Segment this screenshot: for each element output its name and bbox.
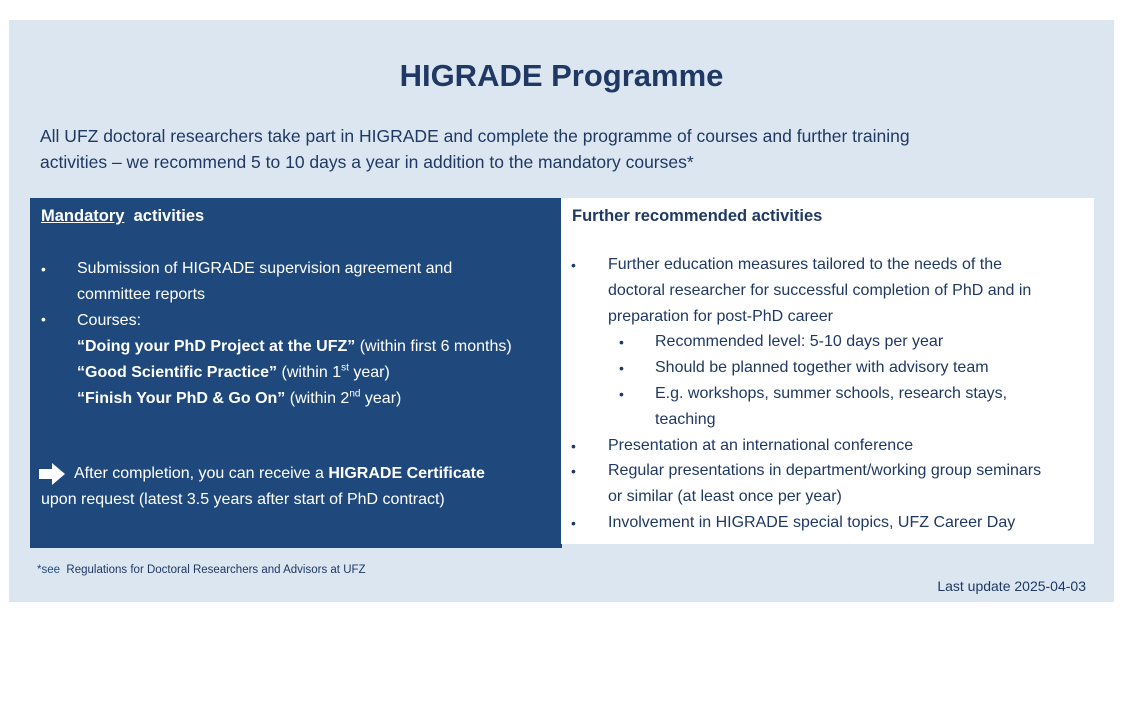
intro-line-1: All UFZ doctoral researchers take part in HIGRADE and complete the programme of courses and further training xyxy=(40,126,910,146)
course-timing-end: year) xyxy=(353,364,390,381)
course-row xyxy=(77,360,390,386)
recommended-subitem-line: E.g. workshops, summer schools, research stays, xyxy=(655,385,1008,402)
bullet-icon: • xyxy=(41,261,46,277)
recommended-item-line: Involvement in HIGRADE special topics, UFZ Career Day xyxy=(608,514,1016,531)
course-timing-sup: nd xyxy=(349,388,361,400)
recommended-subitem-line: Recommended level: 5-10 days per year xyxy=(655,333,944,350)
mandatory-heading-rest: activities xyxy=(133,207,205,225)
recommended-item-line: preparation for post-PhD career xyxy=(608,308,833,325)
recommended-item-line: or similar (at least once per year) xyxy=(608,488,842,505)
bullet-icon: • xyxy=(571,515,576,531)
course-timing: (within 1 xyxy=(281,364,342,381)
intro-line-2: activities – we recommend 5 to 10 days a year in addition to the mandatory courses* xyxy=(40,152,694,172)
last-update: Last update 2025-04-03 xyxy=(937,578,1086,594)
mandatory-activities-panel xyxy=(30,198,562,548)
recommended-heading: Further recommended activities xyxy=(572,207,823,225)
mandatory-heading xyxy=(41,207,204,226)
certificate-text-bold: HIGRADE Certificate xyxy=(328,465,485,482)
certificate-text-line1 xyxy=(74,461,485,487)
course-timing-sup: st xyxy=(341,362,349,374)
mandatory-item-courses-label: Courses: xyxy=(77,312,142,329)
recommended-subitem-line: Should be planned together with advisory team xyxy=(655,359,989,376)
footnote xyxy=(37,564,366,576)
mandatory-heading-underlined: Mandatory xyxy=(41,207,125,225)
bullet-icon: • xyxy=(41,311,46,327)
bullet-icon: • xyxy=(619,334,624,350)
recommended-item-line: Regular presentations in department/working group seminars xyxy=(608,462,1042,479)
bullet-icon: • xyxy=(571,463,576,479)
intro-paragraph xyxy=(40,123,1002,175)
mandatory-item-agreement-line2: committee reports xyxy=(77,286,206,303)
course-name: “Doing your PhD Project at the UFZ” xyxy=(77,338,356,355)
recommended-item-line: Presentation at an international conference xyxy=(608,437,914,454)
course-timing-end: year) xyxy=(364,390,402,407)
bullet-icon: • xyxy=(619,360,624,376)
course-row xyxy=(77,334,512,360)
slide-background xyxy=(9,20,1114,602)
page-title: HIGRADE Programme xyxy=(399,58,724,93)
recommended-activities-panel xyxy=(561,198,1094,544)
course-row xyxy=(77,386,401,412)
course-name: “Good Scientific Practice” xyxy=(77,364,278,381)
course-name: “Finish Your PhD & Go On” xyxy=(77,390,286,407)
bullet-icon: • xyxy=(571,438,576,454)
certificate-text-line2: upon request (latest 3.5 years after start of PhD contract) xyxy=(41,491,445,508)
recommended-item-line: Further education measures tailored to the needs of the xyxy=(608,256,1003,273)
bullet-icon: • xyxy=(571,257,576,273)
recommended-item-line: doctoral researcher for successful completion of PhD and in xyxy=(608,282,1032,299)
footnote-link[interactable]: Regulations for Doctoral Researchers and Advisors at UFZ xyxy=(66,564,366,576)
mandatory-item-agreement-line1: Submission of HIGRADE supervision agreement and xyxy=(77,260,453,277)
course-timing: (within first 6 months) xyxy=(359,338,512,355)
recommended-subitem-line: teaching xyxy=(655,411,716,428)
bullet-icon: • xyxy=(619,386,624,402)
certificate-text-pre: After completion, you can receive a xyxy=(74,465,324,482)
course-timing: (within 2 xyxy=(289,390,350,407)
arrow-right-icon xyxy=(39,463,65,485)
footnote-see: *see xyxy=(37,564,61,576)
